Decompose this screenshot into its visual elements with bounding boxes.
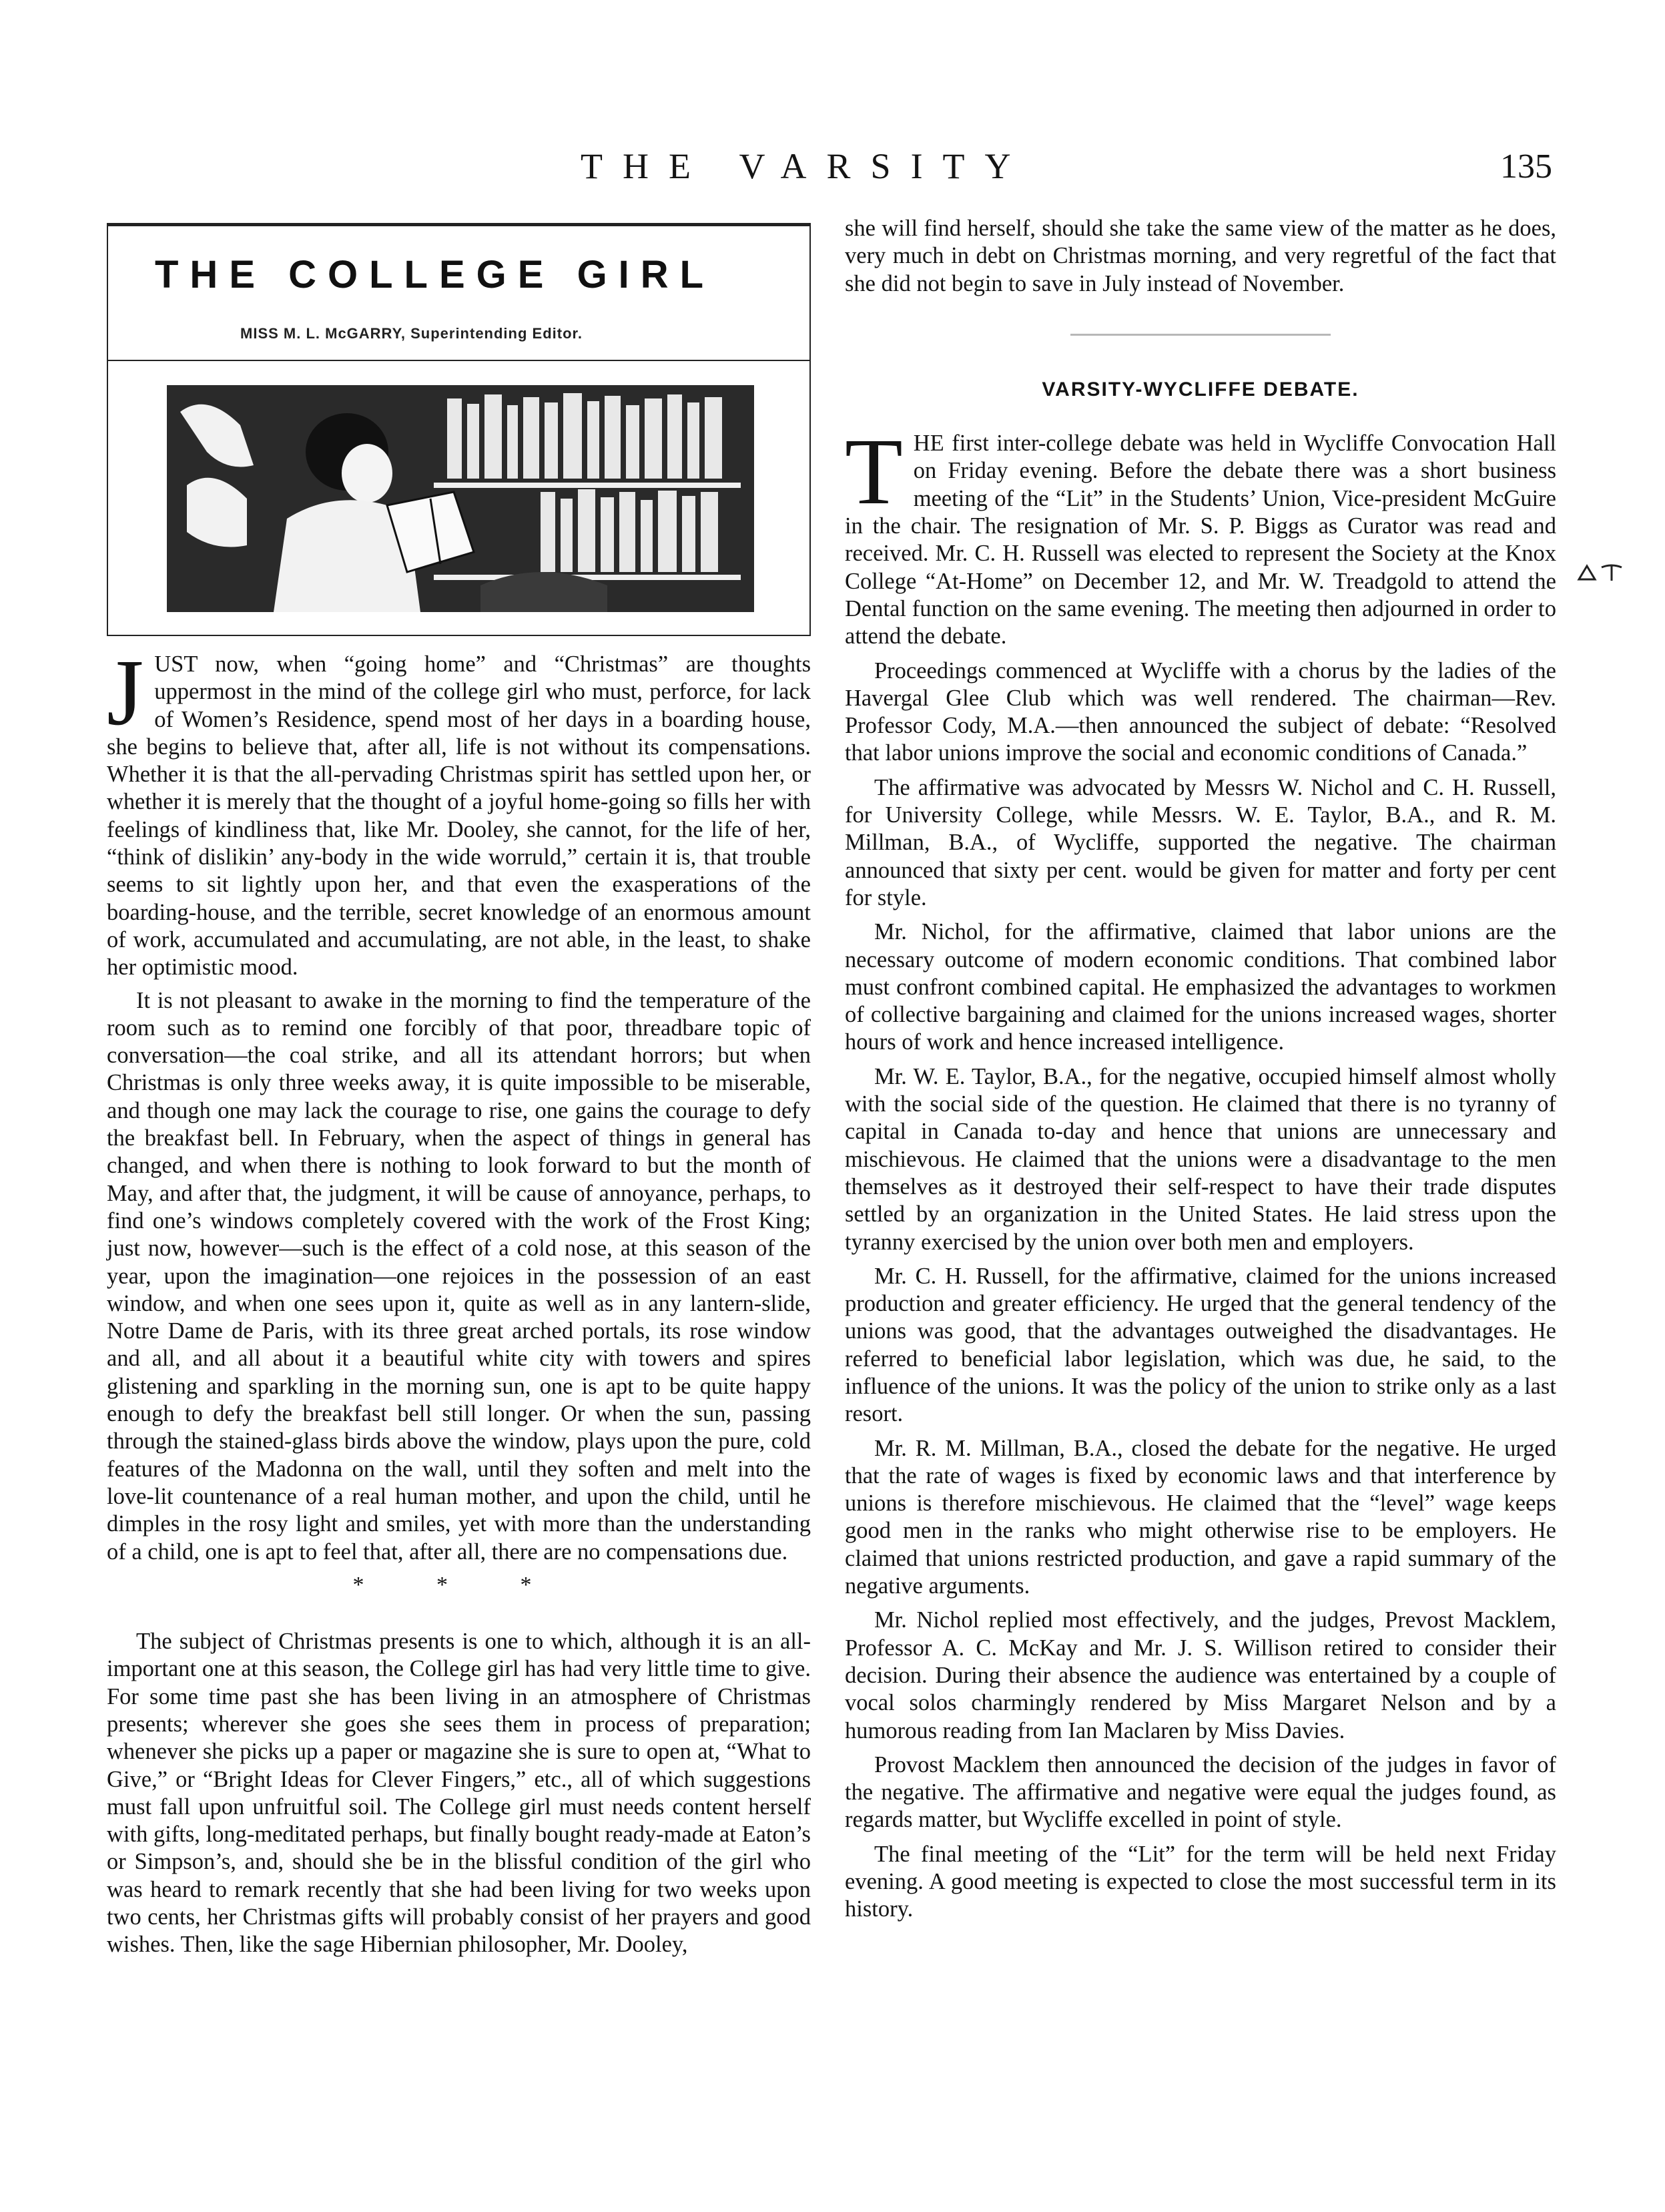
debate-paragraph: Mr. C. H. Russell, for the affirmative, claimed for the unions increased production and greater efficiency. He urged that the general tendency of the unions was good, that the advantages outweighed the disadvantages. He referred to beneficial labor legislation, which was due, he said, to the influence of the unions. It was the policy of the union to strike only as a last resort.: [845, 1263, 1556, 1427]
debate-paragraph: The final meeting of the “Lit” for the term will be held next Friday evening. A good meeting is expected to close the most successful term in its history.: [845, 1841, 1556, 1922]
continuation-paragraph: she will find herself, should she take the same view of the matter as he does, very much in debt on Christmas morning, and very regretful of the fact that she did not begin to save in July instead of November.: [845, 216, 1556, 296]
debate-paragraph: Provost Macklem then announced the decision of the judges in favor of the negative. The affirmative and negative were equal the judges found, as regards matter, but Wycliffe excelled in point of style.: [845, 1751, 1556, 1833]
drop-cap: J: [107, 639, 144, 745]
article-paragraph: [107, 639, 811, 982]
drop-cap: T: [845, 419, 903, 525]
debate-paragraph: Mr. W. E. Taylor, B.A., for the negative, occupied himself almost wholly with the social side of the question. He claimed that there is no tyranny of capital in Canada to-day and hence that unions are unnecessary and mischievous. He claimed that the unions were a disadvantage to the men themselves as it destroyed their self-respect to have their trade disputes settled by an organization in the United States. He laid stress upon the tyranny exercised by the union over both men and employers.: [845, 1063, 1556, 1255]
debate-paragraph: The affirmative was advocated by Messrs W. Nichol and C. H. Russell, for University College, while Messrs. W. E. Taylor, B.A., and R. M. Millman, B.A., of Wycliffe, supported the negative. The chairman announced that sixty per cent. would be given for matter and forty per cent for style.: [845, 774, 1556, 910]
debate-heading: VARSITY-WYCLIFFE DEBATE.: [1042, 378, 1359, 400]
debate-paragraph: [845, 419, 1556, 650]
paragraph-text: HE first inter-college debate was held in Wycliffe Convocation Hall on Friday evening. Before the debate there was a short business meeting of the “Lit” in the Students’ Union, Vice-president McGuire in the chair. The resignation of Mr. S. P. Biggs as Curator was read and received. Mr. C. H. Russell was elected to represent the Society at the Knox College “At-Home” on December 12, and Mr. W. Treadgold to attend the Dental function on the same evening. The meeting then adjourned in order to attend the debate.: [845, 431, 1556, 649]
handwritten-margin-mark: [1575, 559, 1628, 586]
debate-paragraph: Mr. Nichol, for the affirmative, claimed that labor unions are the necessary outcome of modern economic conditions. That combined labor must confront combined capital. He emphasized the advantages to workmen of collective bargaining and claimed for the unions increased wages, shorter hours of work and hence increased intelligence.: [845, 919, 1556, 1055]
section-editor: MISS M. L. McGARRY, Superintending Editor.: [240, 325, 583, 342]
section-header: [107, 223, 811, 360]
masthead: [0, 146, 1665, 192]
left-column: [107, 220, 811, 1964]
paragraph-text: UST now, when “going home” and “Christmas” are thoughts uppermost in the mind of the college girl who must, perforce, for lack of Women’s Residence, spend most of her days in a boarding house, she begins to believe that, after all, life is not without its compensations. Whether it is that the all-pervading Christmas spirit has settled upon her, or whether it is merely that the thought of a joyful home-going so fills her with feelings of kindliness that, like Mr. Dooley, she cannot, for the life of her, “think of dislikin’ any-body in the wide worruld,” certain it is, that trouble seems to sit lightly upon her, and that even the exasperations of the boarding-house, and the terrible, secret knowledge of an enormous amount of work, accumulated and accumulating, are not able, in the least, to shake her optimistic mood.: [107, 651, 811, 981]
section-divider: [1070, 334, 1331, 336]
publication-title: THE VARSITY: [581, 146, 1031, 186]
debate-paragraph: Proceedings commenced at Wycliffe with a chorus by the ladies of the Havergal Glee Club which was well rendered. The chairman—Rev. Professor Cody, M.A.—then announced the subject of debate: “Resolved that labor unions improve the social and economic conditions of Canada.”: [845, 657, 1556, 766]
section-title: THE COLLEGE GIRL: [155, 253, 715, 296]
article-paragraph: The subject of Christmas presents is one to which, although it is an all-important one at this season, the College girl has had very little time to give. For some time past she has been living in an atmosphere of Christmas presents; wherever she goes she sees them in process of preparation; whenever she picks up a paper or magazine she is sure to open at, “What to Give,” or “Bright Ideas for Clever Fingers,” etc., all of which suggestions must fall upon unfruitful soil. The College girl must needs content herself with gifts, long-meditated perhaps, but finally bought ready-made at Eaton’s or Simpson’s, and, should she be in the blissful condition of the girl who was heard to remark recently that she had been living for two weeks upon two cents, her Christmas gifts will probably consist of her prayers and good wishes. Then, like the sage Hibernian philosopher, Mr. Dooley,: [107, 1629, 811, 1958]
right-column: [845, 215, 1556, 1930]
page-number: 135: [1500, 148, 1552, 186]
debate-paragraph: Mr. R. M. Millman, B.A., closed the debate for the negative. He urged that the rate of wages is fixed by economic laws and that interference by unions is therefore mischievous. He claimed that the “level” wage keeps good men in the ranks who might otherwise rise to be employers. He claimed that unions restricted production, and gave a rapid summary of the negative arguments.: [845, 1435, 1556, 1599]
reading-woman-illustration: [167, 385, 754, 612]
article-paragraph: It is not pleasant to awake in the morning to find the temperature of the room such as to remind one forcibly of that poor, threadbare topic of conversation—the coal strike, and all its attendant horrors; but when Christmas is only three weeks away, it is quite impossible to be miserable, and though one may lack the courage to rise, one gains the courage to defy the breakfast bell. In February, when the aspect of things in general has changed, and when there is nothing to look forward to but the month of May, and after that, the judgment, it will be cause of annoyance, perhaps, to find one’s windows completely covered with the work of the Frost King; just now, however—such is the effect of a cold nose, at this season of the year, upon the imagination—one rejoices in the possession of an east window, and when one sees upon it, quite as well as in any lantern-slide, Notre Dame de Paris, with its three great arched portals, its rose window and all, and all about it a beautiful white city with towers and spires glistening and sparkling in the morning sun, one is apt to be quite happy enough to defy the breakfast bell still longer. Or when the sun, passing through the stained-glass birds above the window, plays upon the pure, cold features of the Madonna on the wall, until they soften and melt into the love-lit countenance of a real human mother, and upon the child, until he dimples in the rosy light and smiles, yet with more than the understanding of a child, one is apt to feel that, after all, there are no compensations due.: [107, 987, 811, 1565]
header-illustration: [107, 360, 811, 636]
debate-paragraph: Mr. Nichol replied most effectively, and the judges, Prevost Macklem, Professor A. C. McKay and Mr. J. S. Willison retired to consider their decision. During their absence the audience was entertained by a couple of vocal solos charmingly rendered by Miss Margaret Nelson and by a humorous reading from Ian Maclaren by Miss Davies.: [845, 1607, 1556, 1743]
section-break-stars: * * *: [352, 1572, 565, 1597]
